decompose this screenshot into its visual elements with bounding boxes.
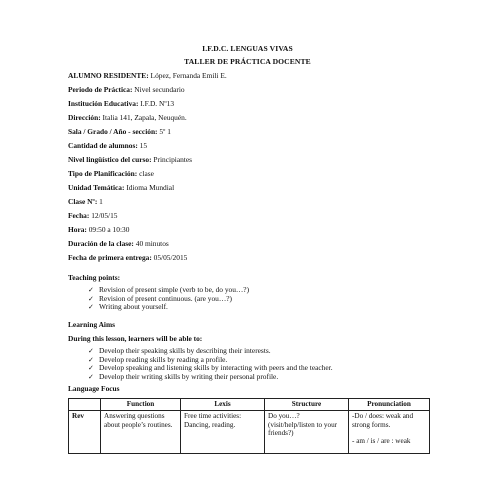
checkmark-icon: ✓ [88,287,94,294]
field-value: 40 minutos [133,239,169,248]
function-cell: Answering questions about people’s routines. [101,411,181,454]
field-key: Duración de la clase: [68,239,134,248]
field-student [68,71,227,80]
column-header: Function [101,399,181,411]
field-value: 05/05/2015 [151,253,188,262]
checkmark-icon: ✓ [88,304,94,312]
field-value: Italia 141, Zapala, Neuquén. [100,113,187,122]
column-header: Structure [265,399,349,411]
field-language-level [68,155,192,164]
field-value: I.F.D. Nº13 [138,99,175,108]
table-row [69,411,430,454]
checkmark-icon: ✓ [88,348,94,355]
field-value: 5º 1 [157,127,171,136]
structure-cell: Do you…? (visit/help/listen to your friends?) [265,411,349,454]
checkmark-icon: ✓ [88,356,94,364]
field-duration [68,239,169,248]
learning-aims-heading: Learning Aims [68,320,116,329]
field-time [68,225,129,234]
field-key: Sala / Grado / Año - sección: [68,127,158,136]
field-key: Fecha de primera entrega: [68,253,152,262]
field-value: 15 [137,141,148,150]
pronunciation-line: - am / is / are : weak [352,437,411,446]
list-item: ✓ Revision of present continuous. (are you…?) [88,293,232,303]
checkmark-icon: ✓ [88,373,94,381]
field-practice-period [68,85,185,94]
field-key: Hora: [68,225,87,234]
field-key: Dirección: [68,113,101,122]
field-value: 09:50 a 10:30 [86,225,130,234]
field-key: Tipo de Planificación: [68,169,138,178]
list-item: ✓ Writing about yourself. [88,302,168,312]
field-value: 1 [97,197,103,206]
learning-aims-intro: During this lesson, learners will be able to: [68,334,203,343]
pronunciation-cell [349,411,430,454]
field-value: López, Fernanda Emili E. [148,71,227,80]
row-label: Rev [69,411,101,454]
field-institution [68,99,174,108]
list-item: ✓ Develop their speaking skills by describing their interests. [88,346,271,355]
institution-title: I.F.D.C. LENGUAS VIVAS [202,44,293,53]
field-class-number [68,197,103,206]
workshop-subtitle: TALLER DE PRÁCTICA DOCENTE [184,57,311,66]
field-value: Idioma Mundial [124,183,175,192]
language-focus-heading: Language Focus [68,384,120,393]
field-date [68,211,117,220]
teaching-points-list [88,286,249,312]
checkmark-icon: ✓ [88,365,94,373]
field-key: Cantidad de alumnos: [68,141,138,150]
list-item: ✓ Develop reading skills by reading a profile. [88,354,228,364]
field-value: Nivel secundario [132,85,185,94]
field-plan-type [68,169,154,178]
field-value: 12/05/15 [89,211,118,220]
pronunciation-line: -Do / does: weak and strong forms. [352,412,414,429]
field-thematic-unit [68,183,174,192]
field-first-delivery [68,253,187,262]
list-item: ✓ Develop speaking and listening skills by interacting with peers and the teacher. [88,363,333,373]
list-item: ✓ Revision of present simple (verb to be, do you…?) [88,285,250,294]
column-header [69,399,101,411]
field-value: Principiantes [151,155,192,164]
field-student-count [68,141,147,150]
field-key: Fecha: [68,211,90,220]
field-key: Nivel lingüístico del curso: [68,155,152,164]
field-key: ALUMNO RESIDENTE: [68,71,149,80]
field-key: Unidad Temática: [68,183,125,192]
field-address [68,113,187,122]
checkmark-icon: ✓ [88,295,94,303]
list-item: ✓ Develop their writing skills by writing their personal profile. [88,371,279,381]
lexis-cell: Free time activities: Dancing, reading. [181,411,265,454]
learning-aims-list [88,347,333,381]
table-header-row [69,399,430,411]
teaching-points-heading: Teaching points: [68,273,121,282]
field-key: Clase Nº: [68,197,98,206]
column-header: Pronunciation [349,399,430,411]
field-key: Institución Educativa: [68,99,139,108]
field-value: clase [137,169,154,178]
field-key: Periodo de Práctica: [68,85,133,94]
language-focus-table [68,398,430,454]
field-grade-section [68,127,171,136]
column-header: Lexis [181,399,265,411]
